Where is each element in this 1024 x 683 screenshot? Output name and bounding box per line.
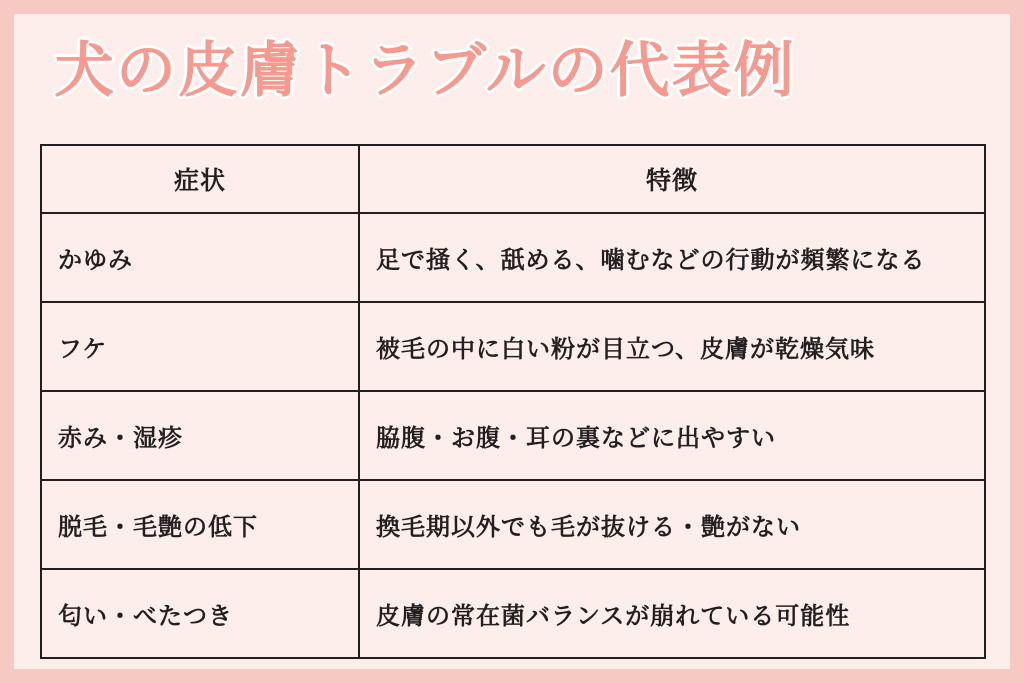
cell-symptom: かゆみ <box>41 213 359 302</box>
table-header <box>41 145 985 213</box>
table-row <box>41 480 985 569</box>
cell-feature: 脇腹・お腹・耳の裏などに出やすい <box>359 391 985 480</box>
table-row <box>41 302 985 391</box>
cell-feature: 被毛の中に白い粉が目立つ、皮膚が乾燥気味 <box>359 302 985 391</box>
document-page <box>14 14 1010 669</box>
table-row <box>41 213 985 302</box>
table-body <box>41 213 985 658</box>
page-title: 犬の皮膚トラブルの代表例 <box>54 36 796 106</box>
cell-feature: 足で掻く、舐める、噛むなどの行動が頻繁になる <box>359 213 985 302</box>
column-header-symptom: 症状 <box>41 145 359 213</box>
cell-symptom: フケ <box>41 302 359 391</box>
cell-feature: 皮膚の常在菌バランスが崩れている可能性 <box>359 569 985 658</box>
table-header-row <box>41 145 985 213</box>
column-header-feature: 特徴 <box>359 145 985 213</box>
table-row <box>41 569 985 658</box>
page-title-container <box>14 36 1010 106</box>
cell-symptom: 脱毛・毛艶の低下 <box>41 480 359 569</box>
table-row <box>41 391 985 480</box>
skin-trouble-table <box>40 144 986 659</box>
skin-trouble-table-container <box>40 144 984 659</box>
cell-feature: 換毛期以外でも毛が抜ける・艶がない <box>359 480 985 569</box>
cell-symptom: 赤み・湿疹 <box>41 391 359 480</box>
cell-symptom: 匂い・べたつき <box>41 569 359 658</box>
